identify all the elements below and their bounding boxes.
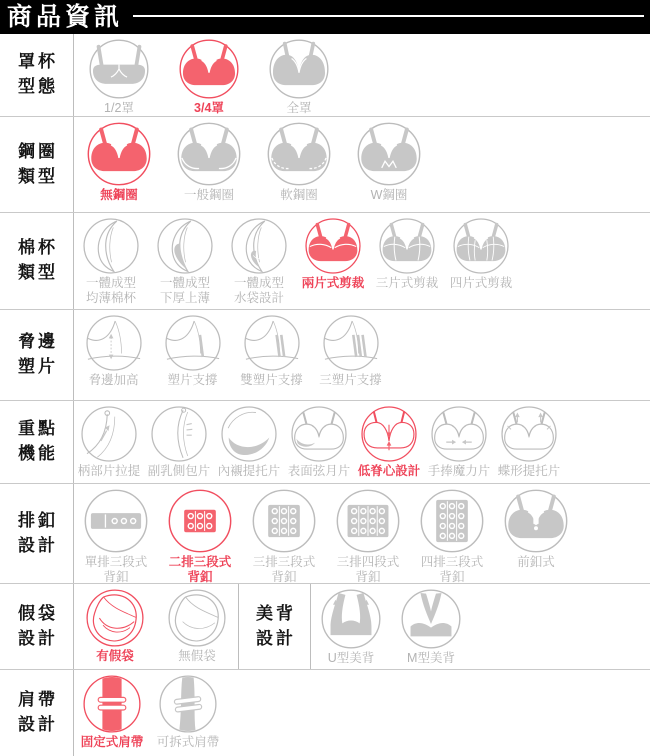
feature-item-label: 三排四段式 背釦 [336, 555, 400, 584]
feature-item [74, 34, 164, 116]
feature-row [0, 116, 650, 212]
feature-item [296, 213, 370, 309]
feature-item [74, 401, 144, 483]
feature-item [424, 401, 494, 483]
page-title: 商品資訊 [7, 3, 124, 31]
back-u-shape-icon [320, 588, 382, 650]
side-raised-icon [85, 314, 143, 372]
feature-row [0, 483, 650, 583]
hooks-1x3-icon [83, 488, 149, 554]
feature-item-label: 一體成型 水袋設計 [233, 276, 284, 305]
feature-item-label: 一體成型 均薄棉杯 [85, 276, 136, 305]
feature-item [311, 584, 391, 669]
feature-item-label: 柄部片拉提 [77, 464, 141, 478]
header-bar [0, 0, 650, 34]
feature-item-label: 全罩 [286, 101, 312, 115]
hooks-3x3-icon [251, 488, 317, 554]
feature-item [494, 484, 578, 583]
row-label: 假袋 設計 [0, 584, 74, 669]
pocket-no-icon [167, 588, 227, 648]
feature-item-label: 副乳側包片 [147, 464, 211, 478]
hooks-4x3-icon [419, 488, 485, 554]
feature-item-label: 四片式剪裁 [449, 276, 513, 290]
title-rule [133, 15, 644, 17]
feature-item-label: 1/2罩 [104, 101, 134, 115]
row-label: 脅邊 塑片 [0, 310, 74, 400]
bra-half-cup-icon [88, 38, 150, 100]
feature-row [0, 400, 650, 483]
low-center-gore-icon [360, 405, 418, 463]
feature-item-label: 三塑片支撐 [319, 373, 382, 387]
cup-thin-molded-icon [82, 217, 140, 275]
feature-item [254, 117, 344, 212]
feature-item [158, 484, 242, 583]
feature-table [0, 34, 650, 756]
feature-item-label: 三排三段式 背釦 [252, 555, 316, 584]
feature-item-label: 單排三段式 背釦 [84, 555, 148, 584]
bra-full-cup-icon [268, 38, 330, 100]
feature-row [0, 583, 650, 669]
front-clasp-icon [503, 488, 569, 554]
feature-item [254, 34, 344, 116]
side-one-bone-icon [164, 314, 222, 372]
bra-underwire-icon [176, 121, 242, 187]
bra-three-quarter-cup-icon [178, 38, 240, 100]
feature-item-label: 一般鋼圈 [183, 188, 234, 202]
cup-water-pad-icon [230, 217, 288, 275]
feature-item [354, 401, 424, 483]
hooks-3x4-icon [335, 488, 401, 554]
feature-item [344, 117, 434, 212]
feature-item [74, 484, 158, 583]
feature-item [242, 484, 326, 583]
feature-item-label: 脅邊加高 [88, 373, 139, 387]
feature-item [391, 584, 471, 669]
feature-item-label: 可拆式肩帶 [156, 735, 220, 749]
feature-item-label: 四排三段式 背釦 [420, 555, 484, 584]
feature-item-label: 有假袋 [96, 649, 134, 663]
feature-item [284, 401, 354, 483]
strap-detachable-icon [158, 674, 218, 734]
side-two-bone-icon [243, 314, 301, 372]
feature-item-label: 手捧魔力片 [427, 464, 491, 478]
feature-item-label: 表面弦月片 [287, 464, 351, 478]
back-m-shape-icon [400, 588, 462, 650]
feature-item-label: 一體成型 下厚上薄 [159, 276, 210, 305]
butterfly-lift-icon [500, 405, 558, 463]
feature-item-label: 固定式肩帶 [80, 735, 144, 749]
feature-item [410, 484, 494, 583]
feature-item [326, 484, 410, 583]
feature-row [0, 34, 650, 116]
bra-w-wire-icon [356, 121, 422, 187]
feature-item-label: 兩片式剪裁 [301, 276, 365, 290]
feature-item [156, 584, 238, 669]
feature-item-label: 軟鋼圈 [280, 188, 318, 202]
feature-item [232, 310, 311, 400]
feature-item [214, 401, 284, 483]
row-label: 罩杯 型態 [0, 34, 74, 116]
feature-item-label: 塑片支撐 [167, 373, 218, 387]
feature-item [148, 213, 222, 309]
feature-item [164, 117, 254, 212]
feature-item-label: 雙塑片支撐 [240, 373, 303, 387]
feature-item [144, 401, 214, 483]
row-label: 美背 設計 [238, 584, 311, 669]
bra-four-piece-icon [452, 217, 510, 275]
feature-item-label: 低脊心設計 [357, 464, 421, 478]
feature-item-label: 前釦式 [517, 555, 555, 569]
feature-row [0, 669, 650, 756]
pocket-yes-icon [85, 588, 145, 648]
feature-item-label: 3/4罩 [194, 101, 224, 115]
hooks-2x3-icon [167, 488, 233, 554]
feature-item [74, 670, 150, 756]
crescent-surface-icon [290, 405, 348, 463]
feature-item [74, 213, 148, 309]
feature-item [311, 310, 390, 400]
bra-three-piece-icon [378, 217, 436, 275]
bra-wireless-icon [86, 121, 152, 187]
cup-thick-bottom-icon [156, 217, 214, 275]
row-label: 重點 機能 [0, 401, 74, 483]
row-label: 鋼圈 類型 [0, 117, 74, 212]
feature-item-label: 內襯提托片 [217, 464, 281, 478]
feature-item-label: 無鋼圈 [100, 188, 138, 202]
feature-row [0, 309, 650, 400]
row-label: 肩帶 設計 [0, 670, 74, 756]
bra-soft-wire-icon [266, 121, 332, 187]
side-wrap-panel-icon [150, 405, 208, 463]
feature-item-label: 二排三段式 背釦 [168, 555, 232, 584]
feature-item [74, 117, 164, 212]
row-label: 棉杯 類型 [0, 213, 74, 309]
feature-item-label: 蝶形提托片 [497, 464, 561, 478]
feature-item [74, 584, 156, 669]
feature-item [444, 213, 518, 309]
feature-item-label: 無假袋 [178, 649, 216, 663]
inner-lining-lift-icon [220, 405, 278, 463]
feature-item-label: M型美背 [407, 651, 455, 665]
feature-item-label: 三片式剪裁 [375, 276, 439, 290]
bra-two-piece-icon [304, 217, 362, 275]
feature-row [0, 212, 650, 309]
feature-item [164, 34, 254, 116]
feature-item [150, 670, 226, 756]
magic-hold-panel-icon [430, 405, 488, 463]
strap-fixed-icon [82, 674, 142, 734]
feature-item-label: W鋼圈 [370, 188, 408, 202]
feature-item [74, 310, 153, 400]
feature-item-label: U型美背 [327, 651, 375, 665]
feature-item [370, 213, 444, 309]
handle-lift-icon [80, 405, 138, 463]
feature-item [222, 213, 296, 309]
feature-item [153, 310, 232, 400]
feature-item [494, 401, 564, 483]
row-label: 排釦 設計 [0, 484, 74, 583]
side-three-bone-icon [322, 314, 380, 372]
